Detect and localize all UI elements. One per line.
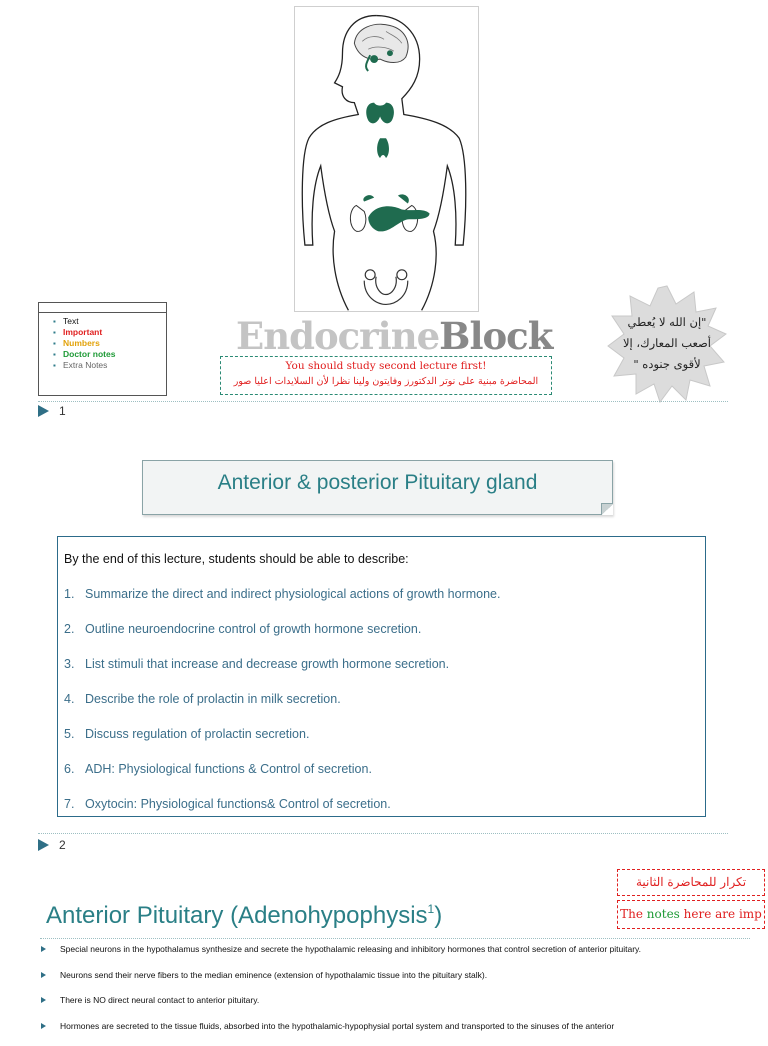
section-divider: [40, 938, 750, 939]
bullet-item: There is NO direct neural contact to anterior pituitary.: [40, 995, 750, 1021]
page-divider: [38, 833, 728, 834]
section-title-close: ): [434, 902, 442, 929]
bullet-list: [40, 944, 750, 1046]
important-notes-box: [617, 900, 765, 929]
objective-item: [64, 727, 501, 762]
objective-text: Outline neuroendocrine control of growth hormone secretion.: [85, 622, 421, 657]
section-title: [46, 902, 442, 930]
objective-number: 3.: [64, 657, 85, 692]
block-title-word-1: Endocrine: [236, 314, 439, 358]
legend-item-important: ▪ Important: [63, 327, 166, 338]
objectives-list: [64, 587, 501, 832]
objectives-intro: By the end of this lecture, students should be able to describe:: [64, 552, 409, 566]
legend-item-text: ▪ Text: [63, 316, 166, 327]
page-arrow-icon: [38, 839, 49, 851]
objectives-box: [57, 536, 706, 817]
objective-item: [64, 587, 501, 622]
imp-note-the: The: [620, 907, 643, 921]
objective-text: Summarize the direct and indirect physiological actions of growth hormone.: [85, 587, 501, 622]
objective-item: [64, 692, 501, 727]
objective-item: [64, 657, 501, 692]
repeat-note-arabic: تكرار للمحاضرة الثانية: [617, 869, 765, 896]
objective-number: 6.: [64, 762, 85, 797]
page-arrow-icon: [38, 405, 49, 417]
page-number: 2: [59, 838, 66, 852]
lecture-title-card: [142, 460, 613, 515]
objective-text: List stimuli that increase and decrease growth hormone secretion.: [85, 657, 449, 692]
objective-text: Discuss regulation of prolactin secretion.: [85, 727, 309, 762]
quote-text: "إن الله لا يُعطي أصعب المعارك، إلا لأقوى جنوده ": [620, 312, 714, 375]
page-marker-2: [38, 838, 66, 852]
objective-item: [64, 622, 501, 657]
color-legend: [38, 302, 167, 396]
folded-corner: [601, 503, 613, 515]
objective-text: ADH: Physiological functions & Control of secretion.: [85, 762, 372, 797]
notice-line-1: You should study second lecture first!: [221, 359, 551, 374]
bullet-item: Special neurons in the hypothalamus synthesize and secrete the hypothalamic releasing and inhibitory hormones that control secretion of anterior pituitary.: [40, 944, 750, 970]
bullet-item: Neurons send their nerve fibers to the median eminence (extension of hypothalamic tissue into the pituitary stalk).: [40, 970, 750, 996]
legend-item-doctor-notes: ▪ Doctor notes: [63, 349, 166, 360]
bullet-item: Hormones are secreted to the tissue fluids, absorbed into the hypothalamic-hypophysial portal system and transported to the sinuses of the anterior: [40, 1021, 750, 1046]
objective-number: 4.: [64, 692, 85, 727]
objective-number: 1.: [64, 587, 85, 622]
notice-line-2: المحاضرة مبنية على نوتر الدكتورز وفايتون ولينا نظرا لأن السلايدات اعليا صور: [221, 374, 551, 389]
page-number: 1: [59, 404, 66, 418]
imp-note-notes: notes: [647, 907, 680, 921]
legend-header-bar: [39, 303, 166, 313]
objective-text: Oxytocin: Physiological functions& Control of secretion.: [85, 797, 391, 832]
lecture-title: Anterior & posterior Pituitary gland: [143, 471, 612, 495]
legend-item-extra-notes: ▪ Extra Notes: [63, 360, 166, 371]
section-title-text: Anterior Pituitary (Adenohypophysis: [46, 902, 428, 929]
objective-number: 5.: [64, 727, 85, 762]
objective-item: [64, 762, 501, 797]
block-title-word-2: Block: [439, 314, 552, 358]
legend-item-numbers: ▪ Numbers: [63, 338, 166, 349]
objective-text: Describe the role of prolactin in milk secretion.: [85, 692, 341, 727]
block-title: [236, 314, 546, 360]
objective-number: 2.: [64, 622, 85, 657]
imp-note-rest: here are imp: [684, 907, 762, 921]
quote-starburst: [606, 284, 728, 404]
objective-number: 7.: [64, 797, 85, 832]
page-marker-1: [38, 404, 66, 418]
page-divider: [38, 401, 728, 402]
objective-item: [64, 797, 501, 832]
section-title-footnote: 1: [428, 902, 435, 916]
endocrine-body-figure: [294, 6, 479, 312]
study-notice-box: [220, 356, 552, 395]
